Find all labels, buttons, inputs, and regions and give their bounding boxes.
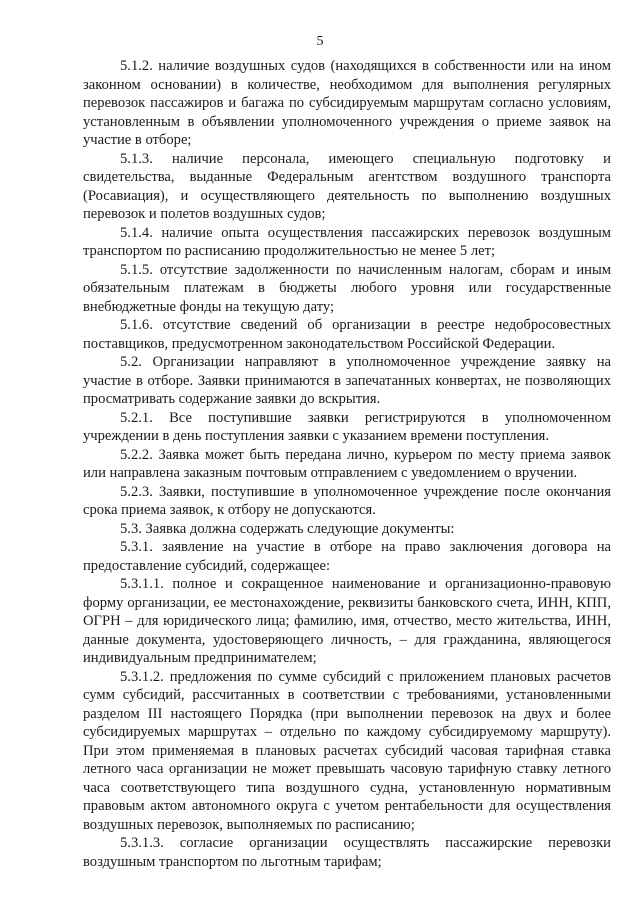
paragraph-5-1-6: 5.1.6. отсутствие сведений об организации в реестре недобросовестных поставщиков, предусмотренном законодательством Российской Федерации. <box>83 317 611 352</box>
paragraph-5-2-3: 5.2.3. Заявки, поступившие в уполномоченное учреждение после окончания срока приема заявок, к отбору не допускаются. <box>83 483 611 518</box>
paragraph-5-3-1-2: 5.3.1.2. предложения по сумме субсидий с приложением плановых расчетов сумм субсидий, рассчитанных в соответствии с требованиями, установленными разделом III настоящего Порядка (при выполнении перевозок на двух и более субсидируемых маршрутах – отдельно по каждому субсидируемому маршруту). При этом применяемая в плановых расчетах субсидий часовая тарифная ставка летного часа организации не может превышать часовую тарифную ставку летного часа соответствующего типа воздушного судна, установленную нормативным правовым актом автономного округа с учетом рентабельности для осуществления воздушных перевозок, выполняемых по расписанию; <box>83 668 611 833</box>
paragraph-5-3: 5.3. Заявка должна содержать следующие документы: <box>120 520 455 537</box>
paragraph-5-2-1: 5.2.1. Все поступившие заявки регистрируются в уполномоченном учреждении в день поступления заявки с указанием времени поступления. <box>83 409 611 444</box>
paragraph-5-2: 5.2. Организации направляют в уполномоченное учреждение заявку на участие в отборе. Заявки принимаются в запечатанных конвертах, не позволяющих просматривать содержание заявки до вскрытия. <box>83 354 611 407</box>
paragraph-5-1-3: 5.1.3. наличие персонала, имеющего специальную подготовку и свидетельства, выданные Федеральным агентством воздушного транспорта (Росавиация), и осуществляющего деятельность по выполнению воздушных перевозок и полетов воздушных судов; <box>83 150 611 222</box>
paragraph-5-1-5: 5.1.5. отсутствие задолженности по начисленным налогам, сборам и иным обязательным платежам в бюджеты любого уровня или государственные внебюджетные фонды на текущую дату; <box>83 261 611 315</box>
paragraph-5-3-1-1: 5.3.1.1. полное и сокращенное наименование и организационно-правовую форму организации, ее местонахождение, реквизиты банковского счета, ИНН, КПП, ОГРН – для юридического лица; фамилию, имя, отчество, место жительства, ИНН, данные документа, удостоверяющего личность, – для гражданина, являющегося индивидуальным предпринимателем; <box>83 576 611 666</box>
paragraph-5-1-2: 5.1.2. наличие воздушных судов (находящихся в собственности или на ином законном основании) в количестве, необходимом для выполнения регулярных перевозок пассажиров и багажа по субсидируемым маршрутам согласно условиям, установленным в объявлении уполномоченного учреждения о приеме заявок на участие в отборе; <box>83 58 611 148</box>
document-body <box>83 57 611 871</box>
page-number: 5 <box>316 34 324 49</box>
paragraph-5-3-1-3: 5.3.1.3. согласие организации осуществлять пассажирские перевозки воздушным транспортом по льготным тарифам; <box>83 835 611 870</box>
paragraph-5-3-1: 5.3.1. заявление на участие в отборе на право заключения договора на предоставление субсидий, содержащее: <box>83 539 611 574</box>
paragraph-5-1-4: 5.1.4. наличие опыта осуществления пассажирских перевозок воздушным транспортом по расписанию продолжительностью не менее 5 лет; <box>83 224 611 259</box>
paragraph-5-2-2: 5.2.2. Заявка может быть передана лично, курьером по месту приема заявок или направлена заказным почтовым отправлением с уведомлением о вручении. <box>83 446 611 481</box>
